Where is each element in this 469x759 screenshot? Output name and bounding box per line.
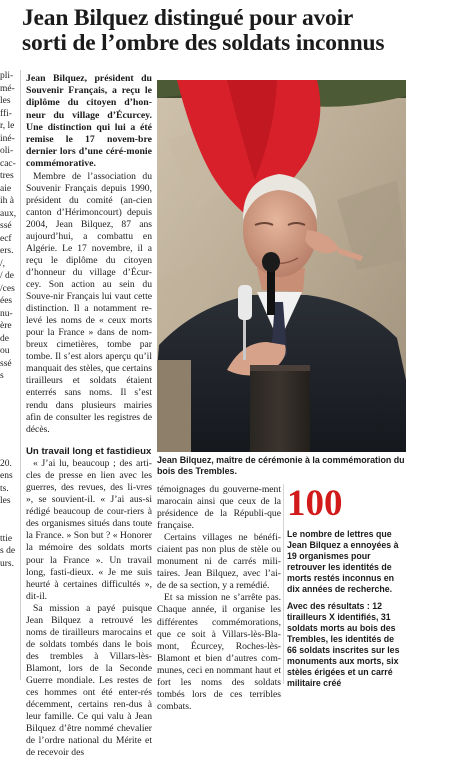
article-paragraph-2: « J’ai lu, beaucoup ; des arti-cles de presse en lien avec les guerres, des revues, des li-vres », se souvient-il. « J’ai aus-si rédigé beaucoup de cour-riers à des organismes situés dans toute la France. » Son but ? « Honorer la mémoire des soldats morts pour la France ». Un travail long, fasti-dieux. « Je me suis heurté à certaines difficultés », dit-il. — [26, 458, 152, 602]
photo-caption: Jean Bilquez, maître de cérémonie à la commémoration du bois des Trembles. — [157, 455, 405, 476]
previous-article-line: aie — [0, 183, 12, 194]
article-main-column — [26, 73, 152, 759]
article-paragraph-1: Membre de l’association du Souvenir Français depuis 1990, président du comité (an-cien canton d’Hérimoncourt) depuis 2004, Jean Bilquez, 87 ans aujourd’hui, a combattu en Algérie. Le 17 novembre, il a reçu le diplôme du citoyen d’honneur du village d’Écur-cey. Son action au sein du Souve-nir Français lui vaut cette distinction. Il a notamment re-levé les noms de « ceux morts pour la France » dans de nom-breux cimetières, tombe par tombe. Il s’est alors aperçu qu’il manquait des stèles, que certains tirailleurs et soldats étaient enterrés sans noms. Il s’est rendu dans plusieurs mairies afin de consulter les registres de décès. — [26, 170, 152, 435]
previous-article-line — [0, 408, 18, 421]
fact-box-number: 100 — [287, 483, 343, 524]
previous-article-line: pli- — [0, 71, 14, 81]
previous-article-line: aux, — [0, 208, 17, 219]
article-paragraph-5: Certains villages ne bénéfi-ciaient pas non plus de stèle ou monument ni de carrés mili-taires. Jean Bilquez, avec l’ai-de de sa section, y a remédié. — [157, 532, 281, 592]
previous-article-line: r, le — [0, 121, 15, 131]
previous-article-line: urs. — [0, 558, 14, 569]
previous-article-line — [0, 420, 18, 433]
previous-article-line — [0, 520, 18, 533]
fact-box-text: Le nombre de lettres que Jean Bilquez a ennoyées à 19 organismes pour retrouver les identités de morts restés inconnus en dix années de recherche. — [287, 529, 399, 594]
previous-article-line: mé- — [0, 83, 15, 94]
previous-article-line: ers. — [0, 246, 14, 256]
previous-article-fragment — [0, 70, 18, 570]
previous-article-line: ts. — [0, 483, 9, 494]
previous-article-line — [0, 445, 18, 458]
previous-article-line: ées — [0, 296, 13, 306]
previous-article-line: ou — [0, 346, 10, 356]
previous-article-line: iné- — [0, 133, 15, 144]
previous-article-line: ssé — [0, 358, 12, 369]
article-headline — [22, 6, 462, 56]
previous-article-line: cac- — [0, 158, 16, 169]
article-photo — [157, 80, 406, 452]
previous-article-line: / de — [0, 271, 14, 281]
article-second-column — [157, 484, 281, 713]
previous-article-line: de — [0, 333, 9, 344]
article-subheading: Un travail long et fastidieux — [26, 445, 152, 457]
previous-article-line: nu- — [0, 308, 13, 319]
previous-article-line: 20. — [0, 458, 12, 469]
previous-article-line: /, — [0, 258, 6, 269]
article-paragraph-4: témoignages du gouverne-ment marocain ainsi que ceux de la présidence de la Républi-que française. — [157, 484, 281, 532]
sidebar-divider — [283, 484, 284, 684]
article-lead: Jean Bilquez, président du Souvenir Français, a reçu le diplôme du citoyen d’hon-neur du village d’Écurcey. Une distinction qui lui a été remise le 17 novem-bre dernier lors d’une céré-monie commémorative. — [26, 73, 152, 170]
previous-article-line: ssé — [0, 221, 12, 231]
fact-box — [287, 484, 406, 689]
previous-article-line — [0, 395, 18, 408]
previous-article-line: ens — [0, 471, 13, 481]
previous-article-line: /ces — [0, 283, 15, 294]
previous-article-line: oli- — [0, 146, 14, 156]
previous-article-line: tres — [0, 171, 14, 181]
headline-line-1: Jean Bilquez distingué pour avoir — [22, 5, 354, 31]
previous-article-line: ecf — [0, 233, 12, 244]
previous-article-line: s — [0, 371, 4, 381]
previous-article-line: s de — [0, 546, 16, 556]
previous-article-line: les — [0, 496, 11, 506]
article-paragraph-3: Sa mission a payé puisque Jean Bilquez a retrouvé les noms de tirailleurs marocains et de soldats tombés dans le bois des trembles à Villars-lès-Blamont, lors de la Seconde Guerre mondiale. Les restes de ces hommes ont été enter-rés décemment, certains ren-dus à leur famille. Ce qui valu à Jean Bilquez d’être nommé chevalier de l’ordre national du Mérite et de recevoir des — [26, 602, 152, 759]
previous-article-line: les — [0, 96, 11, 106]
column-divider — [20, 70, 21, 680]
previous-article-line — [0, 433, 18, 446]
previous-article-line: ih à — [0, 196, 14, 206]
previous-article-line — [0, 508, 18, 521]
fact-box-results: Avec des résultats : 12 tirailleurs X identifiés, 31 soldats morts au bois des Trembles, les identités de 66 soldats inscrites sur les monuments aux morts, six stèles érigées et un carré militaire créé — [287, 601, 400, 688]
headline-line-2: sorti de l’ombre des soldats inconnus — [22, 30, 385, 56]
previous-article-line: ttie — [0, 533, 13, 544]
previous-article-line: ffi- — [0, 108, 12, 119]
previous-article-line: ère — [0, 321, 12, 331]
article-paragraph-6: Et sa mission ne s’arrête pas. Chaque année, il organise les différentes commémorations, que ce soit à Villars-lès-Bla-mont, Écurcey, Roches-lès-Blamont et bien d’autres com-munes, ceci en nommant haut et fort les noms des soldats tombés lors de ces terribles combats. — [157, 592, 281, 712]
previous-article-line — [0, 383, 18, 396]
